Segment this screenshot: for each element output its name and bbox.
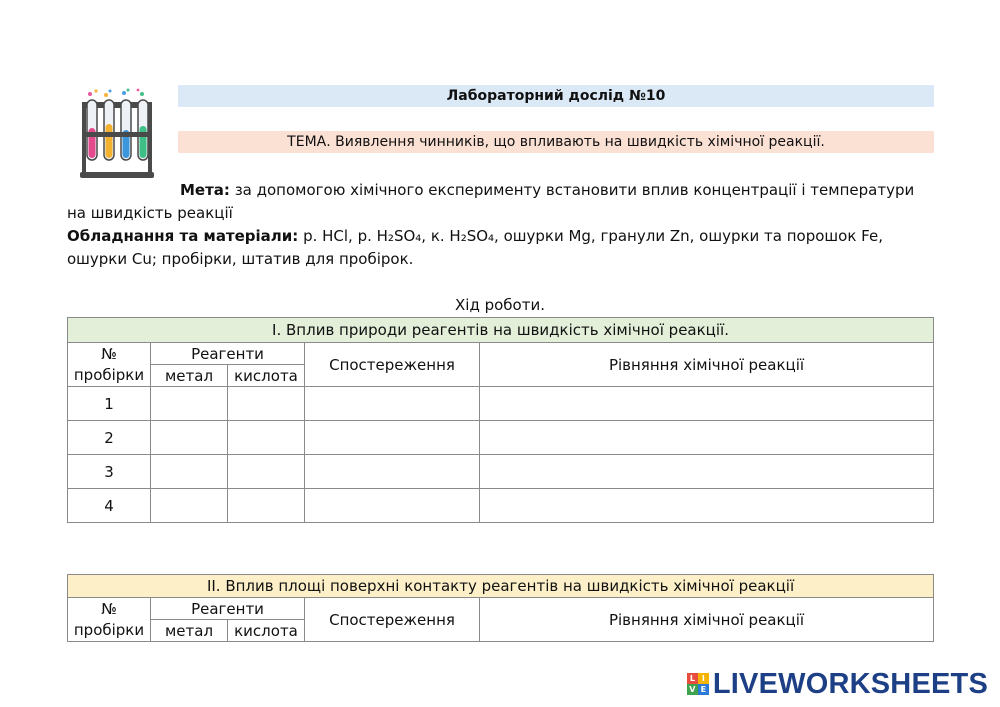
section1-title: I. Вплив природи реагентів на швидкість хімічної реакції.: [68, 318, 934, 343]
section2-title: II. Вплив площі поверхні контакту реагентів на швидкість хімічної реакції: [68, 575, 934, 598]
row-number: 4: [68, 489, 151, 523]
acid-cell[interactable]: [228, 455, 305, 489]
table-row: [68, 421, 934, 455]
equipment-text-2: ошурки Cu; пробірки, штатив для пробірок.: [67, 250, 414, 268]
observation-cell[interactable]: [305, 387, 480, 421]
section2-table: [67, 574, 934, 642]
test-tubes-icon: [76, 88, 158, 180]
col-reagents-header: Реагенти: [151, 343, 305, 365]
col-acid-header: кислота: [228, 620, 305, 642]
liveworksheets-logo: [687, 668, 988, 700]
col-no-header: №: [68, 598, 151, 620]
equation-cell[interactable]: [480, 387, 934, 421]
acid-cell[interactable]: [228, 489, 305, 523]
acid-cell[interactable]: [228, 387, 305, 421]
table-row: [68, 387, 934, 421]
brand-name: LIVEWORKSHEETS: [712, 667, 988, 700]
topic-banner: ТЕМА. Виявлення чинників, що впливають на швидкість хімічної реакції.: [178, 131, 934, 153]
equipment-label: Обладнання та матеріали:: [67, 227, 299, 245]
col-metal-header: метал: [151, 620, 228, 642]
metal-cell[interactable]: [151, 421, 228, 455]
col-equation-header: Рівняння хімічної реакції: [480, 598, 934, 642]
observation-cell[interactable]: [305, 421, 480, 455]
section1-table: [67, 317, 934, 523]
col-metal-header: метал: [151, 365, 228, 387]
row-number: 3: [68, 455, 151, 489]
equipment-text-1: р. HCl, р. H₂SO₄, к. H₂SO₄, ошурки Mg, гранули Zn, ошурки та порошок Fe,: [298, 227, 883, 245]
observation-cell[interactable]: [305, 455, 480, 489]
equation-cell[interactable]: [480, 421, 934, 455]
test-tubes-illustration: [76, 88, 158, 180]
acid-cell[interactable]: [228, 421, 305, 455]
col-observation-header: Спостереження: [305, 598, 480, 642]
row-number: 2: [68, 421, 151, 455]
col-no-header-2: пробірки: [68, 620, 151, 642]
metal-cell[interactable]: [151, 455, 228, 489]
goal-label: Мета:: [180, 181, 230, 199]
col-no-header-2: пробірки: [68, 365, 151, 387]
liveworksheets-mark-icon: L I V E: [687, 673, 709, 695]
table-row: [68, 455, 934, 489]
row-number: 1: [68, 387, 151, 421]
observation-cell[interactable]: [305, 489, 480, 523]
col-acid-header: кислота: [228, 365, 305, 387]
col-equation-header: Рівняння хімічної реакції: [480, 343, 934, 387]
equation-cell[interactable]: [480, 489, 934, 523]
metal-cell[interactable]: [151, 489, 228, 523]
goal-text-1: за допомогою хімічного експерименту встановити вплив концентрації і температури: [229, 181, 915, 199]
col-no-header: №: [68, 343, 151, 365]
equation-cell[interactable]: [480, 455, 934, 489]
goal-text-2: на швидкість реакції: [67, 204, 233, 222]
page-title: Лабораторний дослід №10: [178, 85, 934, 107]
procedure-title: Хід роботи.: [455, 296, 545, 314]
col-observation-header: Спостереження: [305, 343, 480, 387]
col-reagents-header: Реагенти: [151, 598, 305, 620]
table-row: [68, 489, 934, 523]
metal-cell[interactable]: [151, 387, 228, 421]
goal-paragraph: [67, 179, 947, 271]
